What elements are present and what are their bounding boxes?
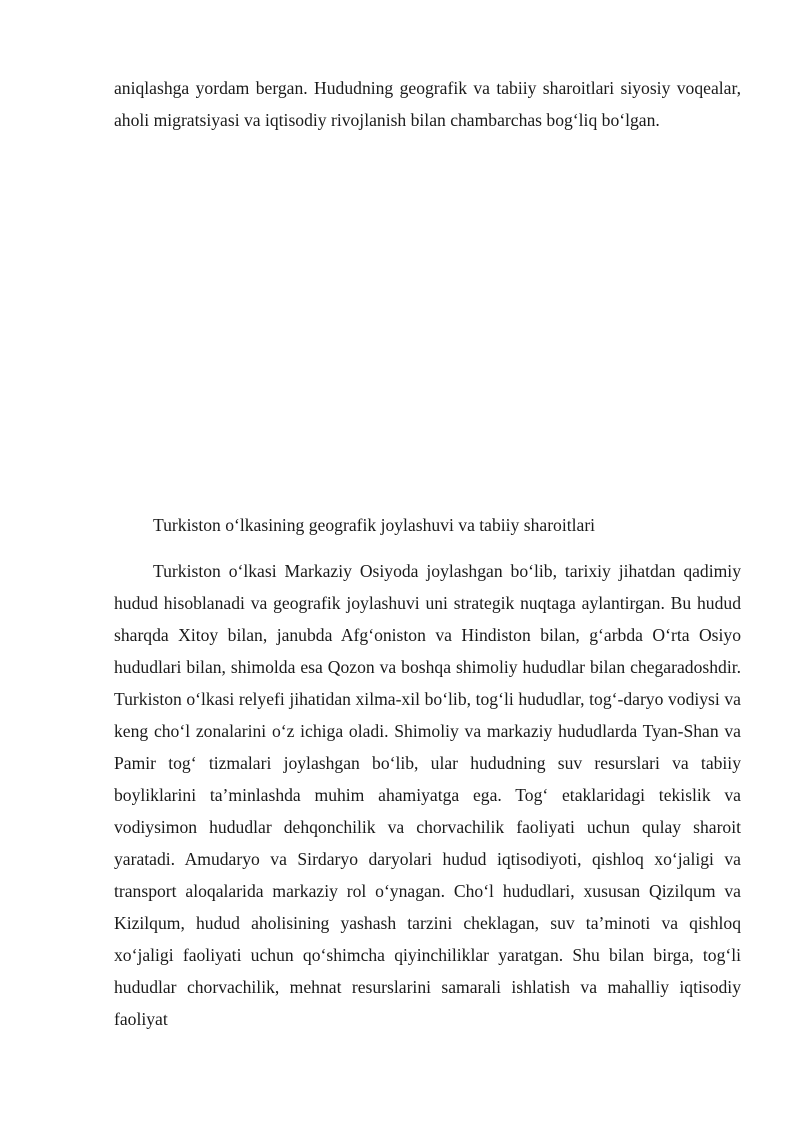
main-paragraph: Turkiston o‘lkasi Markaziy Osiyoda joylashgan bo‘lib, tarixiy jihatdan qadimiy hudud hisoblanadi va geografik joylashuvi uni strategik nuqtaga aylantirgan. Bu hudud sharqda Xitoy bilan, janubda Afg‘oniston va Hindiston bilan, g‘arbda O‘rta Osiyo hududlari bilan, shimolda esa Qozon va boshqa shimoliy hududlar bilan chegaradoshdir. Turkiston o‘lkasi relyefi jihatidan xilma-xil bo‘lib, tog‘li hududlar, tog‘-daryo vodiysi va keng cho‘l zonalarini o‘z ichiga oladi. Shimoliy va markaziy hududlarda Tyan-Shan va Pamir tog‘ tizmalari joylashgan bo‘lib, ular hududning suv resurslari va tabiiy boyliklarini ta’minlashda muhim ahamiyatga ega. Tog‘ etaklaridagi tekislik va vodiysimon hududlar dehqonchilik va chorvachilik faoliyati uchun qulay sharoit yaratadi. Amudaryo va Sirdaryo daryolari hudud iqtisodiyoti, qishloq xo‘jaligi va transport aloqalarida markaziy rol o‘ynagan. Cho‘l hududlari, xususan Qizilqum va Kizilqum, hudud aholisining yashash tarzini cheklagan, suv ta’minoti va qishloq xo‘jaligi faoliyati uchun qo‘shimcha qiyinchiliklar yaratgan. Shu bilan birga, tog‘li hududlar chorvachilik, mehnat resurslarini samarali ishlatish va mahalliy iqtisodiy faoliyat xyxy=(114,561,741,1029)
section-heading: Turkiston o‘lkasining geografik joylashuvi va tabiiy sharoitlari xyxy=(153,515,596,535)
continuation-paragraph: aniqlashga yordam bergan. Hududning geografik va tabiiy sharoitlari siyosiy voqealar, aholi migratsiyasi va iqtisodiy rivojlanish bilan chambarchas bog‘liq bo‘lgan. xyxy=(114,78,741,130)
